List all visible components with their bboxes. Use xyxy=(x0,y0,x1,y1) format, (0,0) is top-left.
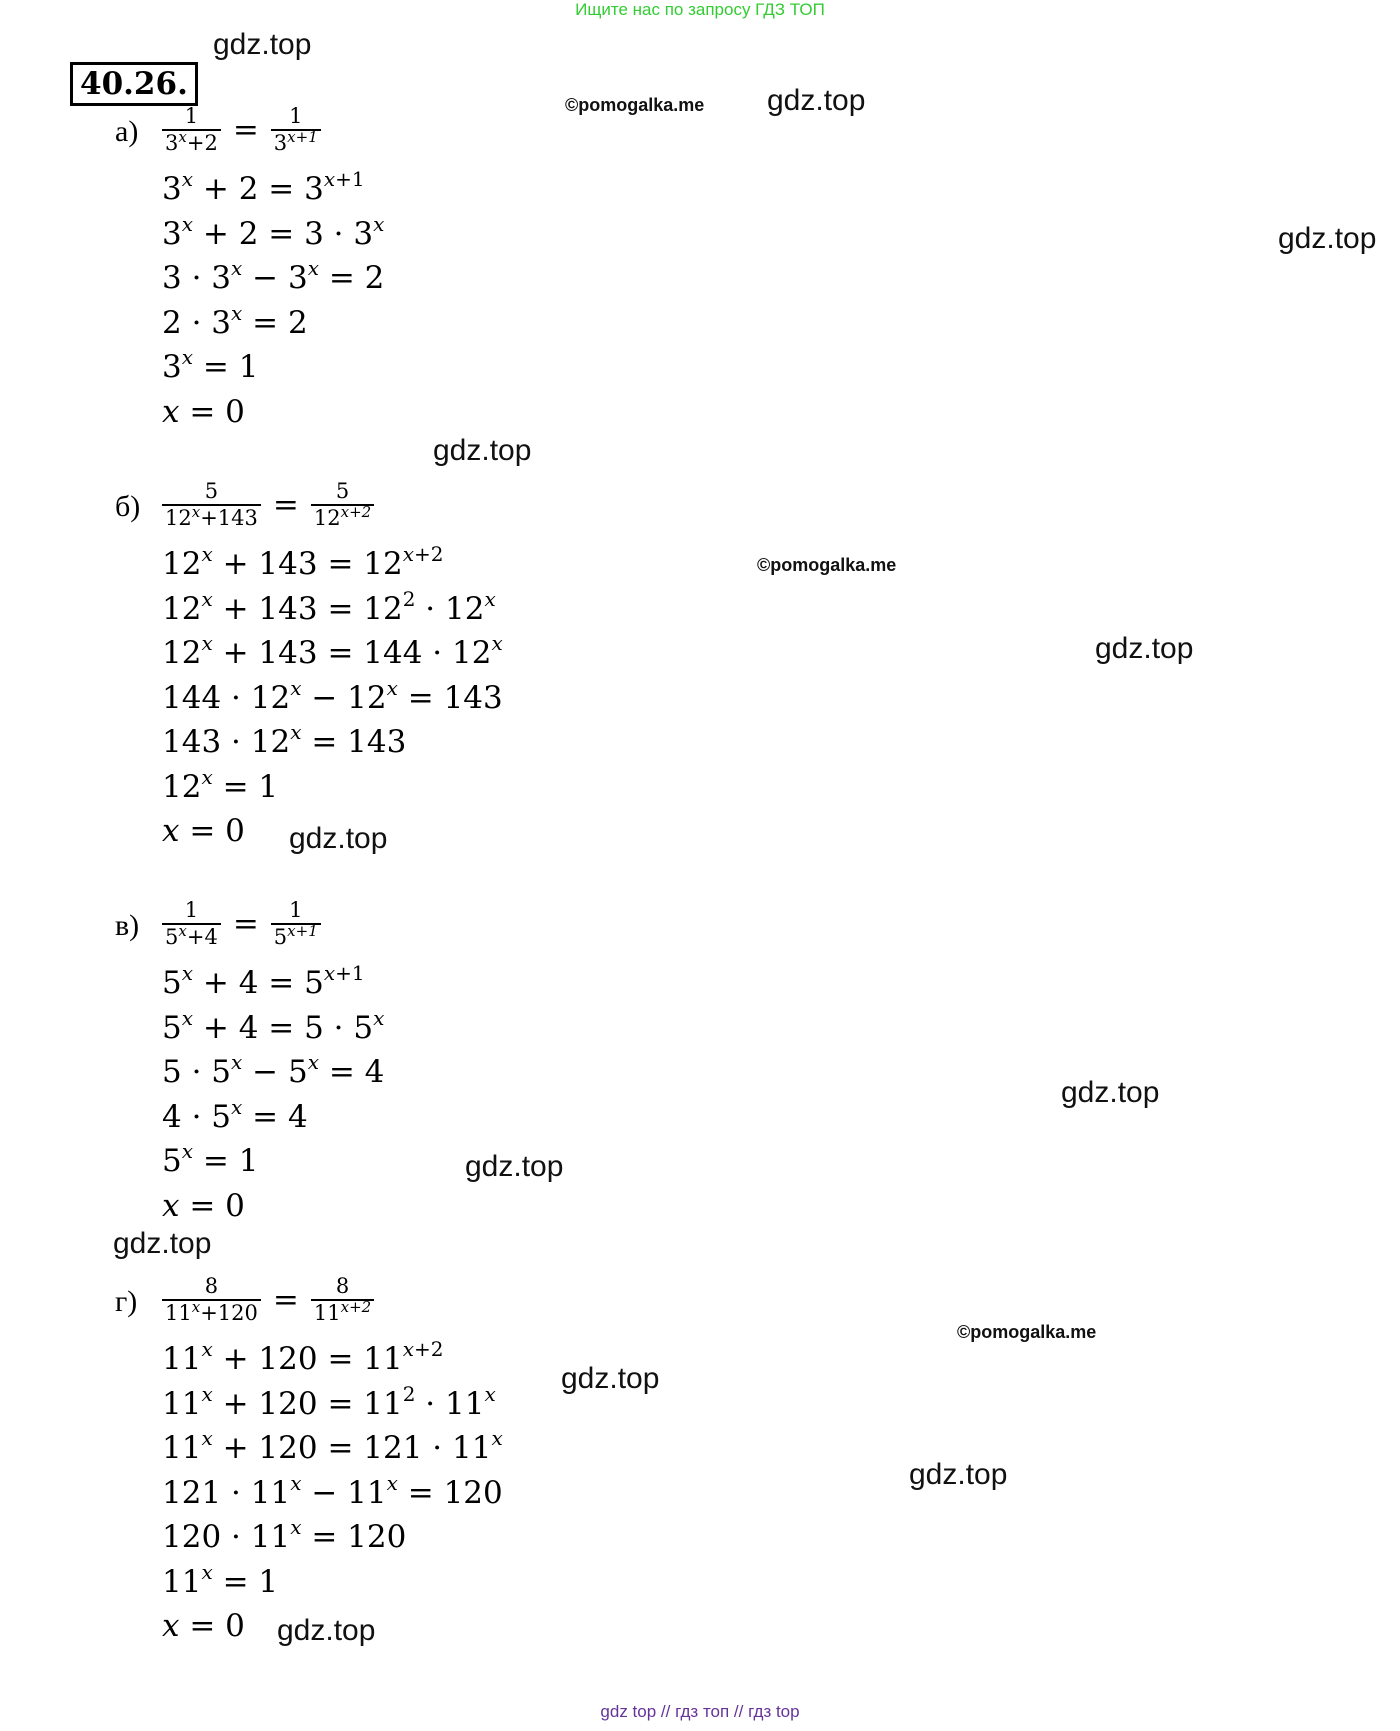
initial-equation xyxy=(162,1274,374,1326)
lhs-fraction xyxy=(162,479,261,531)
watermark: gdz.top xyxy=(277,1614,376,1647)
solution-step: x = 0 xyxy=(162,393,245,430)
lhs-fraction-denominator: $12^x+143$ xyxy=(162,504,261,531)
lhs-fraction xyxy=(162,898,221,950)
lhs-fraction-denominator: $5^x+4$ xyxy=(162,923,221,950)
part-label: б) xyxy=(115,490,141,523)
lhs-fraction-denominator: $11^x+120$ xyxy=(162,1299,261,1326)
solution-step: $5 \cdot 5^x - 5^x = 4$ xyxy=(162,1050,385,1090)
rhs-fraction xyxy=(271,898,321,950)
lhs-fraction-numerator: 8 xyxy=(204,1274,219,1298)
equals-sign: = xyxy=(232,112,259,148)
rhs-fraction xyxy=(271,104,321,156)
solution-step: $3^x = 1$ xyxy=(162,345,259,385)
solution-step: $11^x = 1$ xyxy=(162,1559,279,1600)
solution-step: $3^x + 2 = 3^{x+1}$ xyxy=(162,167,365,207)
solution-step: $11^x + 120 = 11^2 \cdot 11^x$ xyxy=(162,1381,496,1422)
equals-sign: = xyxy=(232,906,259,942)
watermark: gdz.top xyxy=(1061,1076,1160,1109)
rhs-fraction-denominator: $5^{x+1}$ xyxy=(271,923,321,950)
rhs-fraction-numerator: 1 xyxy=(289,104,303,128)
initial-equation xyxy=(162,898,321,950)
watermark: gdz.top xyxy=(289,822,388,855)
solution-step: $5^x + 4 = 5^{x+1}$ xyxy=(162,961,365,1001)
solution-step: $12^x + 143 = 12^{x+2}$ xyxy=(162,542,444,582)
solution-step: $12^x = 1$ xyxy=(162,764,279,805)
watermark: gdz.top xyxy=(1278,222,1377,255)
solution-step: x = 0 xyxy=(162,1187,245,1224)
watermark: gdz.top xyxy=(465,1150,564,1183)
copyright-mark: ©pomogalka.me xyxy=(957,1322,1097,1342)
watermark: gdz.top xyxy=(213,28,312,61)
solution-step: $4 \cdot 5^x = 4$ xyxy=(162,1094,308,1135)
solution-step: $3^x + 2 = 3 \cdot 3^x$ xyxy=(162,211,385,252)
rhs-fraction-denominator: $11^{x+2}$ xyxy=(311,1299,374,1326)
solution-step: $121 \cdot 11^x - 11^x = 120$ xyxy=(162,1470,503,1511)
solution-step: $2 \cdot 3^x = 2$ xyxy=(162,300,308,341)
lhs-fraction xyxy=(162,1274,261,1326)
lhs-fraction-numerator: 1 xyxy=(184,898,199,922)
solution-step: $143 \cdot 12^x = 143$ xyxy=(162,720,407,760)
solution-step: $12^x + 143 = 144 \cdot 12^x$ xyxy=(162,631,503,671)
solution-step: $11^x + 120 = 11^{x+2}$ xyxy=(162,1337,444,1377)
part-label: г) xyxy=(115,1285,138,1318)
problem-number: 40.26. xyxy=(70,62,198,106)
rhs-fraction xyxy=(311,1274,374,1326)
solution-step: $12^x + 143 = 12^2 \cdot 12^x$ xyxy=(162,586,496,627)
solution-step: x = 0 xyxy=(162,1608,245,1644)
watermark: gdz.top xyxy=(113,1227,212,1260)
rhs-fraction xyxy=(311,479,374,531)
solution-step: $5^x = 1$ xyxy=(162,1139,259,1179)
watermark: gdz.top xyxy=(433,434,532,467)
equals-sign: = xyxy=(272,487,299,523)
rhs-fraction-denominator: $3^{x+1}$ xyxy=(271,129,321,156)
solution-step: $5^x + 4 = 5 \cdot 5^x$ xyxy=(162,1005,385,1046)
lhs-fraction-numerator: 1 xyxy=(184,104,199,128)
watermark: gdz.top xyxy=(1095,632,1194,665)
solution-step: $120 \cdot 11^x = 120$ xyxy=(162,1515,407,1555)
initial-equation xyxy=(162,479,374,531)
watermark: gdz.top xyxy=(561,1362,660,1395)
watermark: gdz.top xyxy=(909,1458,1008,1491)
solution-step: $144 \cdot 12^x - 12^x = 143$ xyxy=(162,675,503,716)
rhs-fraction-numerator: 1 xyxy=(289,898,303,922)
initial-equation xyxy=(162,104,321,156)
lhs-fraction-numerator: 5 xyxy=(204,479,219,503)
solution-step: $3 \cdot 3^x - 3^x = 2$ xyxy=(162,256,385,296)
rhs-fraction-numerator: 8 xyxy=(335,1274,350,1298)
part-label: а) xyxy=(115,115,139,148)
copyright-mark: ©pomogalka.me xyxy=(565,95,705,115)
equals-sign: = xyxy=(272,1282,299,1318)
solution-step: $11^x + 120 = 121 \cdot 11^x$ xyxy=(162,1426,503,1466)
rhs-fraction-numerator: 5 xyxy=(335,479,350,503)
part-label: в) xyxy=(115,909,140,942)
copyright-mark: ©pomogalka.me xyxy=(757,555,897,575)
search-banner: Ищите нас по запросу ГДЗ ТОП xyxy=(575,0,825,19)
rhs-fraction-denominator: $12^{x+2}$ xyxy=(311,504,374,531)
footer-links: gdz top // гдз топ // гдз top xyxy=(600,1702,800,1721)
watermark: gdz.top xyxy=(767,84,866,117)
solution-step: x = 0 xyxy=(162,813,245,849)
lhs-fraction xyxy=(162,104,221,156)
lhs-fraction-denominator: $3^x+2$ xyxy=(162,129,221,156)
